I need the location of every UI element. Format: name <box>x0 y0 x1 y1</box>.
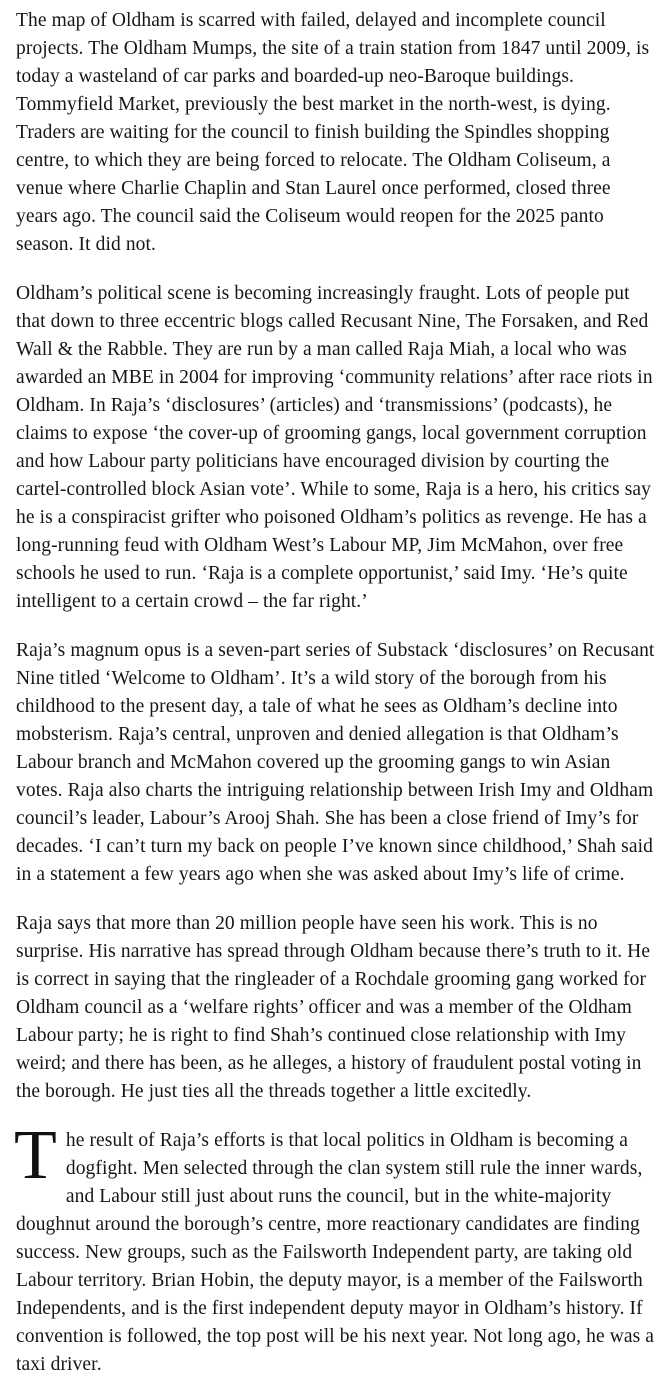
paragraph-5-with-dropcap <box>14 1117 655 1379</box>
article-body <box>16 7 655 1379</box>
drop-cap-letter: T <box>14 1117 57 1194</box>
paragraph-1: The map of Oldham is scarred with failed, delayed and incomplete council projects. The Oldham Mumps, the site of a train station from 1847 until 2009, is today a wasteland of car parks and boarded-up neo-Baroque buildings. Tommyfield Market, previously the best market in the north-west, is dying. Traders are waiting for the council to finish building the Spindles shopping centre, to which they are being forced to relocate. The Oldham Coliseum, a venue where Charlie Chaplin and Stan Laurel once performed, closed three years ago. The council said the Coliseum would reopen for the 2025 panto season. It did not. <box>16 10 650 255</box>
paragraph-3: Raja’s magnum opus is a seven-part series of Substack ‘disclosures’ on Recusant Nine titled ‘Welcome to Oldham’. It’s a wild story of the borough from his childhood to the present day, a tale of what he sees as Oldham’s decline into mobsterism. Raja’s central, unproven and denied allegation is that Oldham’s Labour branch and McMahon covered up the grooming gangs to win Asian votes. Raja also charts the intriguing relationship between Irish Imy and Oldham council’s leader, Labour’s Arooj Shah. She has been a close friend of Imy’s for decades. ‘I can’t turn my back on people I’ve known since childhood,’ Shah said in a statement a few years ago when she was asked about Imy’s life of crime. <box>16 640 655 885</box>
paragraph-2: Oldham’s political scene is becoming increasingly fraught. Lots of people put that down to three eccentric blogs called Recusant Nine, The Forsaken, and Red Wall & the Rabble. They are run by a man called Raja Miah, a local who was awarded an MBE in 2004 for improving ‘community relations’ after race riots in Oldham. In Raja’s ‘disclosures’ (articles) and ‘transmissions’ (podcasts), he claims to expose ‘the cover-up of grooming gangs, local government corruption and how Labour party politicians have encouraged division by courting the cartel-controlled block Asian vote’. While to some, Raja is a hero, his critics say he is a conspiracist grifter who poisoned Oldham’s politics as revenge. He has a long-running feud with Oldham West’s Labour MP, Jim McMahon, over free schools he used to run. ‘Raja is a complete opportunist,’ said Imy. ‘He’s quite intelligent to a certain crowd – the far right.’ <box>16 283 653 612</box>
paragraph-4: Raja says that more than 20 million people have seen his work. This is no surprise. His narrative has spread through Oldham because there’s truth to it. He is correct in saying that the ringleader of a Rochdale grooming gang worked for Oldham council as a ‘welfare rights’ officer and was a member of the Oldham Labour party; he is right to find Shah’s continued close relationship with Imy weird; and there has been, as he alleges, a history of fraudulent postal voting in the borough. He just ties all the threads together a little excitedly. <box>16 913 651 1102</box>
paragraph-5-text: he result of Raja’s efforts is that local politics in Oldham is becoming a dogfight. Men selected through the clan system still rule the inner wards, and Labour still just about runs the council, but in the white-majority doughnut around the borough’s centre, more reactionary candidates are finding success. New groups, such as the Failsworth Independent party, are taking old Labour territory. Brian Hobin, the deputy mayor, is a member of the Failsworth Independents, and is the first independent deputy mayor in Oldham’s history. If convention is followed, the top post will be his next year. Not long ago, he was a taxi driver. <box>16 1130 655 1375</box>
